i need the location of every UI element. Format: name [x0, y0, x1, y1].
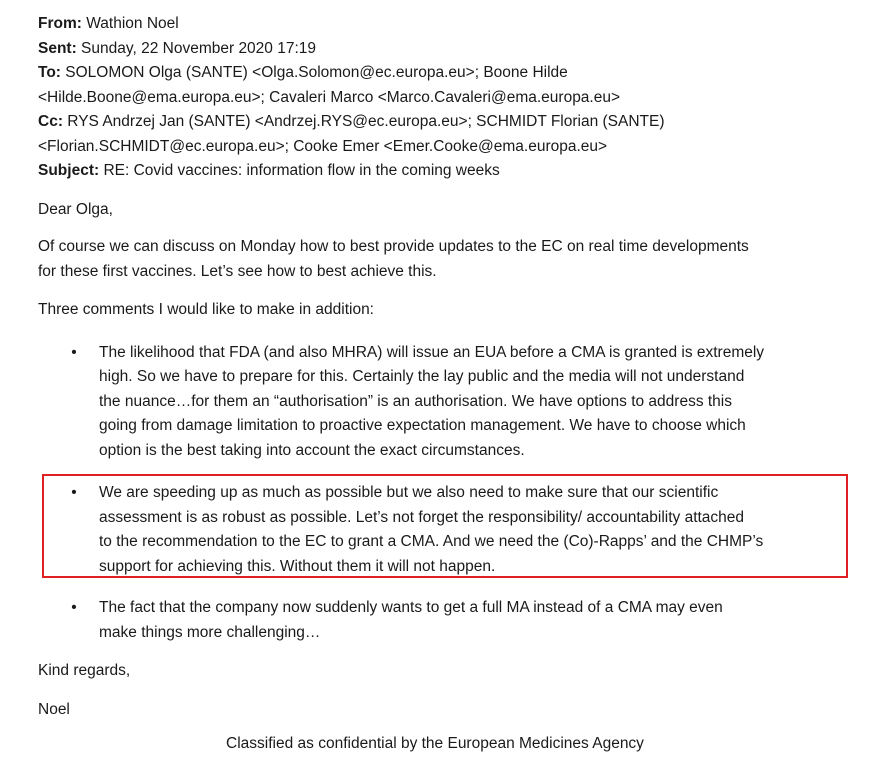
- from-line: [38, 12, 858, 37]
- bullet-icon: •: [71, 343, 77, 361]
- sent-line: [38, 37, 858, 62]
- to-value-line1: SOLOMON Olga (SANTE) <Olga.Solomon@ec.europa.eu>; Boone Hilde: [60, 64, 568, 81]
- bullet-icon: •: [71, 484, 77, 501]
- bullet-line: going from damage limitation to proactive expectation management. We have to choose which: [99, 417, 746, 434]
- signature: Noel: [38, 700, 70, 718]
- paragraph-1-line: for these first vaccines. Let’s see how to best achieve this.: [38, 262, 437, 280]
- bullet-list: [38, 341, 858, 646]
- from-value: Wathion Noel: [81, 15, 179, 32]
- subject-label: Subject:: [38, 162, 100, 179]
- paragraph-1-line: Of course we can discuss on Monday how to best provide updates to the EC on real time developments: [38, 238, 749, 255]
- bullet-line: make things more challenging…: [99, 623, 321, 641]
- cc-line-continued: [38, 135, 858, 160]
- to-value-line2: <Hilde.Boone@ema.europa.eu>; Cavaleri Marco <Marco.Cavaleri@ema.europa.eu>: [38, 88, 621, 106]
- bullet-line: the nuance…for them an “authorisation” is an authorisation. We have options to address this: [99, 392, 732, 410]
- email-document: [38, 12, 858, 722]
- bullet-line: The likelihood that FDA (and also MHRA) will issue an EUA before a CMA is granted is extremely: [99, 343, 765, 361]
- bullet-line: assessment is as robust as possible. Let’s not forget the responsibility/ accountability attached: [99, 508, 745, 526]
- sent-label: Sent:: [38, 39, 77, 57]
- bullet-line: high. So we have to prepare for this. Certainly the lay public and the media will not understand: [99, 368, 745, 385]
- subject-line: [38, 159, 858, 184]
- sent-value: Sunday, 22 November 2020 17:19: [76, 39, 317, 57]
- greeting: Dear Olga,: [38, 200, 113, 218]
- bullet-item-highlighted: [38, 481, 858, 579]
- classification-footer: Classified as confidential by the European Medicines Agency: [226, 735, 644, 752]
- bullet-line: to the recommendation to the EC to grant a CMA. And we need the (Co)-Rapps’ and the CHMP’s: [99, 533, 764, 550]
- bullet-line: We are speeding up as much as possible but we also need to make sure that our scientific: [99, 484, 719, 501]
- bullet-line: option is the best taking into account the exact circumstances.: [99, 441, 525, 459]
- cc-value-line1: RYS Andrzej Jan (SANTE) <Andrzej.RYS@ec.europa.eu>; SCHMIDT Florian (SANTE): [62, 113, 665, 130]
- bullet-item: [38, 596, 858, 645]
- subject-value: RE: Covid vaccines: information flow in the coming weeks: [99, 162, 500, 179]
- bullet-icon: •: [71, 599, 77, 616]
- to-line: [38, 61, 858, 86]
- paragraph-2: Three comments I would like to make in addition:: [38, 301, 374, 318]
- from-label: From:: [38, 15, 82, 32]
- to-line-continued: [38, 86, 858, 111]
- cc-label: Cc:: [38, 113, 63, 130]
- to-label: To:: [38, 64, 61, 81]
- closing: Kind regards,: [38, 662, 131, 679]
- cc-line: [38, 110, 858, 135]
- bullet-item: [38, 341, 858, 464]
- cc-value-line2: <Florian.SCHMIDT@ec.europa.eu>; Cooke Emer <Emer.Cooke@ema.europa.eu>: [38, 137, 608, 155]
- bullet-line: The fact that the company now suddenly wants to get a full MA instead of a CMA may even: [99, 599, 723, 616]
- bullet-line: support for achieving this. Without them it will not happen.: [99, 557, 496, 575]
- paragraph-1: [38, 235, 858, 284]
- email-header: [38, 12, 858, 184]
